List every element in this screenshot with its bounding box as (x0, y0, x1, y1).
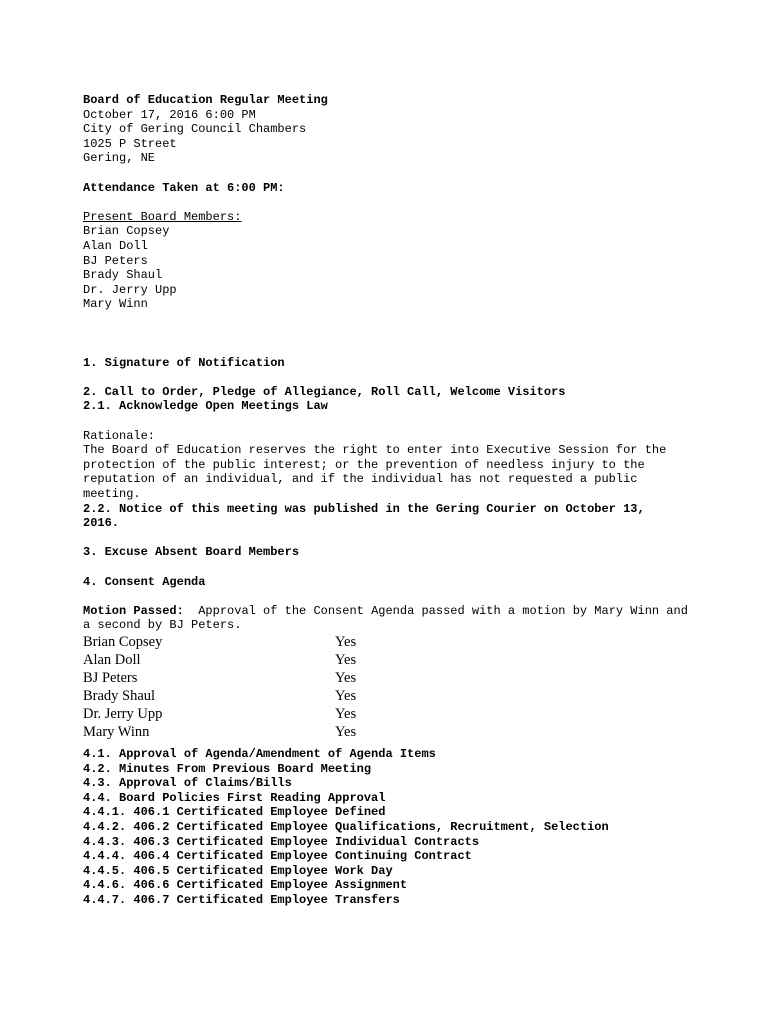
subitem: 4.4.2. 406.2 Certificated Employee Qualifications, Recruitment, Selection (83, 819, 609, 834)
item-4: 4. Consent Agenda (83, 574, 206, 589)
voter-name: Alan Doll (83, 651, 141, 668)
meeting-date: October 17, 2016 6:00 PM (83, 107, 256, 122)
present-label: Present Board Members: (83, 209, 242, 224)
vote-value: Yes (335, 723, 357, 740)
vote-table (83, 633, 703, 741)
subitem: 4.4.7. 406.7 Certificated Employee Transfers (83, 892, 400, 907)
vote-row (83, 651, 703, 669)
item-3: 3. Excuse Absent Board Members (83, 545, 300, 560)
vote-value: Yes (335, 669, 357, 686)
attendance-heading: Attendance Taken at 6:00 PM: (83, 180, 285, 195)
subitem: 4.2. Minutes From Previous Board Meeting (83, 761, 372, 776)
item-1: 1. Signature of Notification (83, 355, 285, 370)
subitem: 4.4. Board Policies First Reading Approval (83, 790, 386, 805)
present-member: Dr. Jerry Upp (83, 282, 177, 297)
voter-name: Brady Shaul (83, 687, 156, 704)
vote-row (83, 669, 703, 687)
present-member: BJ Peters (83, 253, 148, 268)
item-2-1: 2.1. Acknowledge Open Meetings Law (83, 399, 328, 414)
rationale-text: The Board of Education reserves the right to enter into Executive Session for the protection of the public interest; or the prevention of needless injury to the reputation of an individual, and if the individual has not requested a public meeting. (83, 443, 667, 502)
meeting-title: Board of Education Regular Meeting (83, 93, 328, 107)
vote-row (83, 705, 703, 723)
motion-block (83, 604, 693, 633)
voter-name: Brian Copsey (83, 633, 163, 650)
present-member: Brady Shaul (83, 268, 163, 283)
present-member: Brian Copsey (83, 224, 170, 239)
subitem: 4.4.5. 406.5 Certificated Employee Work Day (83, 863, 393, 878)
document-page (83, 93, 703, 908)
vote-row (83, 723, 703, 741)
present-member: Alan Doll (83, 238, 148, 253)
subitem: 4.4.6. 406.6 Certificated Employee Assignment (83, 878, 408, 893)
meeting-location: City of Gering Council Chambers (83, 122, 307, 137)
motion-label: Motion Passed: (83, 603, 184, 618)
vote-row (83, 633, 703, 651)
subitem: 4.1. Approval of Agenda/Amendment of Agenda Items (83, 746, 436, 761)
voter-name: Dr. Jerry Upp (83, 705, 163, 722)
vote-row (83, 687, 703, 705)
item-2-2: 2.2. Notice of this meeting was published in the Gering Courier on October 13, 2016. (83, 501, 645, 531)
subitem: 4.4.1. 406.1 Certificated Employee Defined (83, 805, 386, 820)
vote-value: Yes (335, 651, 357, 668)
meeting-city: Gering, NE (83, 151, 156, 166)
meeting-street: 1025 P Street (83, 136, 177, 151)
voter-name: Mary Winn (83, 723, 150, 740)
subitem: 4.3. Approval of Claims/Bills (83, 776, 292, 791)
present-member: Mary Winn (83, 297, 148, 312)
vote-value: Yes (335, 705, 357, 722)
rationale-label: Rationale: (83, 428, 156, 443)
vote-value: Yes (335, 633, 357, 650)
item-2: 2. Call to Order, Pledge of Allegiance, Roll Call, Welcome Visitors (83, 384, 566, 399)
voter-name: BJ Peters (83, 669, 138, 686)
subitem: 4.4.4. 406.4 Certificated Employee Continuing Contract (83, 849, 472, 864)
motion-text: Approval of the Consent Agenda passed with a motion by Mary Winn and a second by BJ Peters. (83, 603, 688, 633)
vote-value: Yes (335, 687, 357, 704)
subitem: 4.4.3. 406.3 Certificated Employee Individual Contracts (83, 834, 480, 849)
